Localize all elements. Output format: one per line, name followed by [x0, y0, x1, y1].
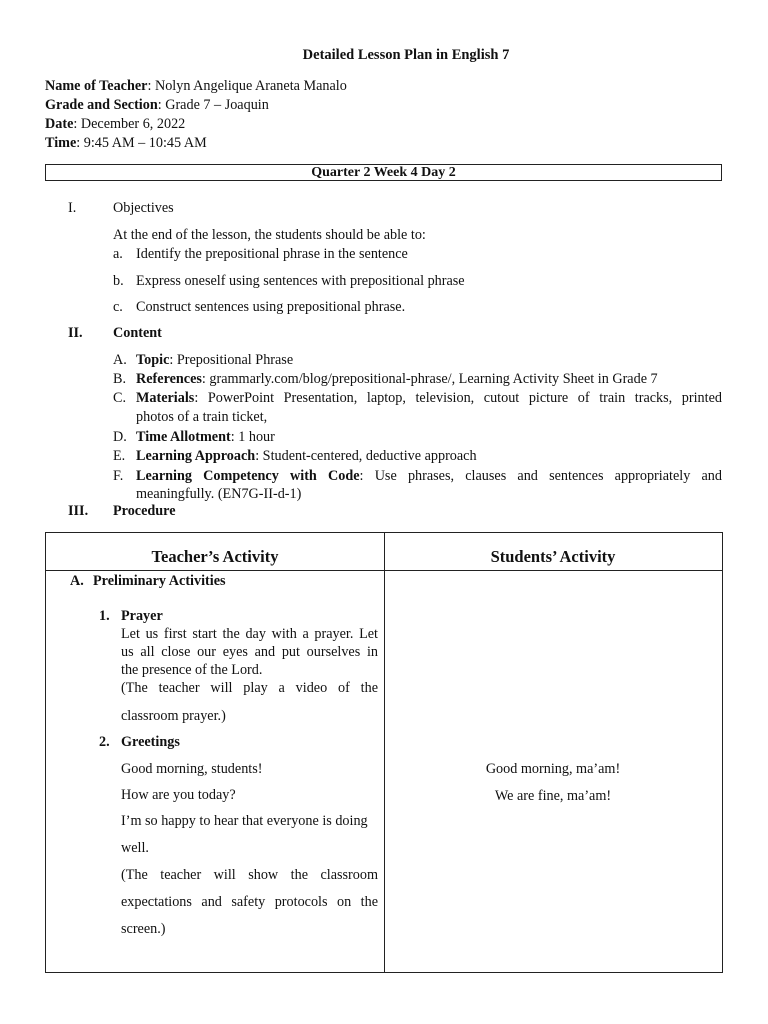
- topic-label: Topic: [136, 352, 170, 368]
- objective-letter: b.: [113, 273, 124, 289]
- date-label: Date: [45, 116, 74, 132]
- greeting-line: screen.): [121, 921, 166, 937]
- procedure-table: [45, 532, 723, 973]
- grade-section-value: : Grade 7 – Joaquin: [157, 97, 269, 113]
- competency-value: : Use phrases, clauses and sentences appropriately and: [359, 468, 722, 484]
- greeting-line: I’m so happy to hear that everyone is doing: [121, 813, 368, 829]
- time-row: [45, 134, 207, 154]
- teacher-name-value: : Nolyn Angelique Araneta Manalo: [147, 78, 347, 94]
- approach-row: [136, 448, 477, 465]
- objective-letter: c.: [113, 299, 123, 315]
- prayer-title: Prayer: [121, 608, 163, 624]
- references-letter: B.: [113, 371, 127, 387]
- objectives-heading: Objectives: [113, 200, 174, 216]
- topic-letter: A.: [113, 352, 127, 368]
- procedure-heading: Procedure: [113, 503, 176, 519]
- time-value: : 9:45 AM – 10:45 AM: [76, 135, 207, 151]
- objective-letter: a.: [113, 246, 123, 262]
- references-value: : grammarly.com/blog/prepositional-phrase/, Learning Activity Sheet in Grade 7: [201, 371, 658, 387]
- objectives-numeral: I.: [68, 200, 77, 216]
- materials-label: Materials: [136, 390, 195, 406]
- time-allotment-row: [136, 429, 275, 446]
- objective-item: Express oneself using sentences with prepositional phrase: [136, 273, 465, 289]
- prayer-line: Let us first start the day with a prayer. Let: [121, 626, 378, 642]
- competency-letter: F.: [113, 468, 124, 484]
- students-activity-header: Students’ Activity: [490, 547, 616, 566]
- column-divider: [384, 533, 385, 972]
- document-title: Detailed Lesson Plan in English 7: [302, 47, 510, 63]
- date-row: [45, 115, 185, 135]
- competency-value-cont: meaningfully. (EN7G-II-d-1): [136, 486, 302, 502]
- time-allotment-value: : 1 hour: [230, 429, 275, 445]
- approach-letter: E.: [113, 448, 126, 464]
- prayer-line: (The teacher will play a video of the: [121, 680, 378, 696]
- materials-row: [136, 390, 722, 407]
- student-response: Good morning, ma’am!: [485, 761, 621, 777]
- objectives-intro: At the end of the lesson, the students should be able to:: [113, 227, 426, 243]
- greeting-line: (The teacher will show the classroom: [121, 867, 378, 883]
- prayer-line: the presence of the Lord.: [121, 662, 263, 678]
- grade-section-label: Grade and Section: [45, 97, 158, 113]
- approach-label: Learning Approach: [136, 448, 256, 464]
- greeting-line: well.: [121, 840, 149, 856]
- competency-label: Learning Competency with Code: [136, 468, 360, 484]
- teacher-activity-header: Teacher’s Activity: [151, 547, 279, 566]
- topic-value: : Prepositional Phrase: [169, 352, 294, 368]
- prayer-line: us all close our eyes and put ourselves in: [121, 644, 378, 660]
- time-allotment-letter: D.: [113, 429, 127, 445]
- references-label: References: [136, 371, 202, 387]
- procedure-numeral: III.: [68, 503, 89, 519]
- date-value: : December 6, 2022: [73, 116, 186, 132]
- greetings-number: 2.: [99, 734, 110, 750]
- references-row: [136, 371, 658, 388]
- grade-section-row: [45, 96, 269, 116]
- greeting-line: expectations and safety protocols on the: [121, 894, 378, 910]
- time-allotment-label: Time Allotment: [136, 429, 231, 445]
- approach-value: : Student-centered, deductive approach: [255, 448, 477, 464]
- section-a-letter: A.: [70, 573, 84, 589]
- greeting-line: Good morning, students!: [121, 761, 263, 777]
- teacher-name-row: [45, 77, 347, 97]
- materials-value: : PowerPoint Presentation, laptop, television, cutout picture of train tracks, printed: [194, 390, 722, 406]
- teacher-name-label: Name of Teacher: [45, 78, 148, 94]
- materials-value-cont: photos of a train ticket,: [136, 409, 268, 425]
- competency-row: [136, 468, 722, 485]
- time-label: Time: [45, 135, 77, 151]
- materials-letter: C.: [113, 390, 127, 406]
- student-response: We are fine, ma’am!: [494, 788, 612, 804]
- content-heading: Content: [113, 325, 162, 341]
- topic-row: [136, 352, 293, 369]
- content-numeral: II.: [68, 325, 83, 341]
- prayer-line: classroom prayer.): [121, 708, 226, 724]
- objective-item: Identify the prepositional phrase in the sentence: [136, 246, 408, 262]
- greeting-line: How are you today?: [121, 787, 236, 803]
- prayer-number: 1.: [99, 608, 110, 624]
- quarter-banner: Quarter 2 Week 4 Day 2: [45, 164, 722, 181]
- section-a-title: Preliminary Activities: [93, 573, 226, 589]
- header-divider: [46, 570, 722, 571]
- greetings-title: Greetings: [121, 734, 180, 750]
- objective-item: Construct sentences using prepositional phrase.: [136, 299, 406, 315]
